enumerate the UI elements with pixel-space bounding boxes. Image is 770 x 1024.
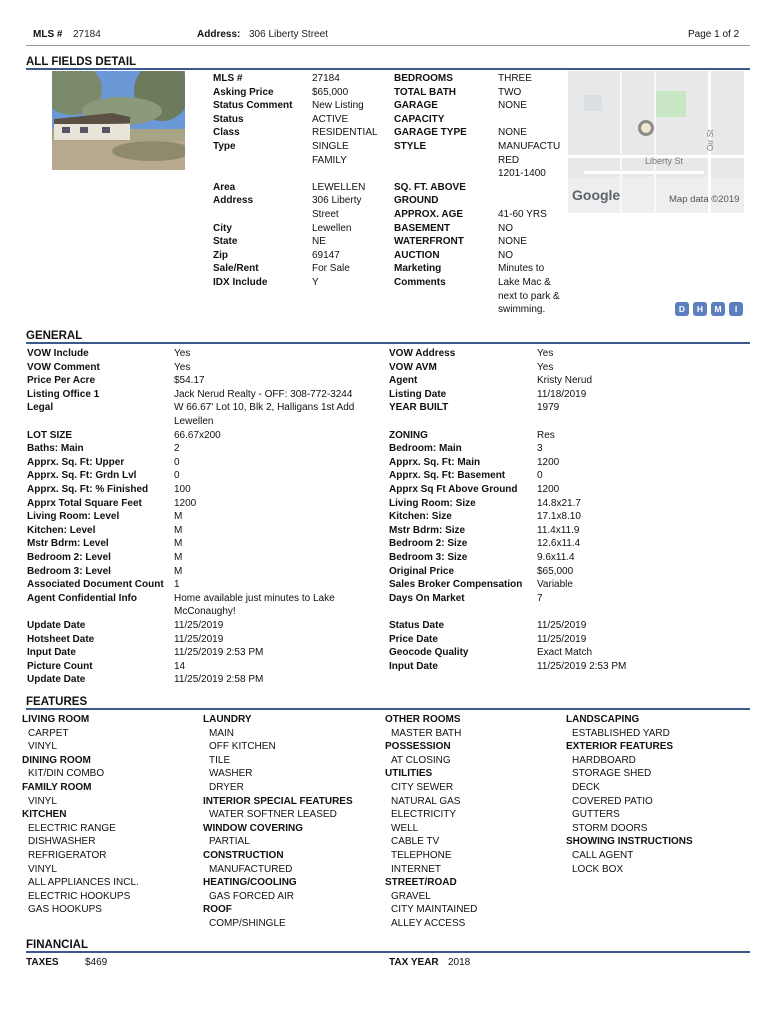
general-field-label: Bedroom 2: Level — [27, 552, 111, 563]
general-field-value: 1200 — [537, 484, 560, 495]
field-value: 41-60 YRS — [498, 209, 547, 220]
general-field-label: Listing Date — [389, 388, 447, 400]
general-field-label: Legal — [27, 402, 54, 414]
general-field-label: Apprx. Sq. Ft: % Finished — [27, 484, 149, 495]
feature-heading: WINDOW COVERING — [203, 822, 303, 834]
general-field-value: 11/25/2019 — [537, 633, 587, 645]
feature-item: GRAVEL — [391, 890, 431, 902]
general-field-value: 17.1x8.10 — [537, 511, 581, 523]
feature-heading: SHOWING INSTRUCTIONS — [566, 836, 693, 848]
field-label: City — [213, 222, 232, 234]
feature-item: ELECTRIC RANGE — [28, 822, 116, 834]
feature-item: WASHER — [209, 768, 253, 780]
general-field-label: Status Date — [389, 620, 445, 631]
general-field-label: Agent Confidential Info — [27, 592, 137, 604]
general-field-value: 12.6x11.4 — [537, 538, 581, 550]
general-field-label: Bedroom 3: Size — [389, 552, 468, 563]
field-label: Asking Price — [213, 86, 274, 98]
feature-item: AT CLOSING — [391, 754, 451, 766]
field-value: 69147 — [312, 249, 340, 261]
feature-heading: FAMILY ROOM — [22, 782, 92, 793]
general-field-value: Jack Nerud Realty - OFF: 308-772-3244 — [174, 388, 353, 400]
feature-item: COVERED PATIO — [572, 795, 653, 807]
idx-button-i[interactable]: I — [729, 302, 743, 316]
field-value: New Listing — [312, 100, 364, 112]
general-field-label: Hotsheet Date — [27, 633, 95, 645]
feature-heading: CONSTRUCTION — [203, 850, 284, 861]
taxes-label: TAXES — [26, 957, 59, 968]
general-field-label: Bedroom 3: Level — [27, 565, 111, 577]
feature-item: DECK — [572, 782, 600, 793]
general-field-label: Geocode Quality — [389, 647, 469, 659]
feature-item: ELECTRIC HOOKUPS — [28, 890, 131, 902]
field-label: Marketing — [394, 263, 442, 275]
feature-item: CITY SEWER — [391, 782, 454, 793]
feature-item: VINYL — [28, 795, 57, 807]
feature-item: DRYER — [209, 782, 244, 793]
field-label: GROUND — [394, 195, 439, 207]
field-value: 1201-1400 — [498, 168, 546, 180]
feature-item: REFRIGERATOR — [28, 850, 107, 861]
general-field-value: 11/25/2019 — [174, 620, 224, 631]
field-value: THREE — [498, 73, 532, 84]
feature-item: GAS FORCED AIR — [209, 890, 295, 902]
field-value: NONE — [498, 236, 527, 248]
general-field-value: Yes — [174, 348, 191, 359]
field-value: SINGLE — [312, 141, 349, 152]
general-field-value: Lewellen — [174, 416, 214, 427]
feature-item: MASTER BATH — [391, 727, 462, 739]
feature-item: COMP/SHINGLE — [209, 918, 286, 929]
general-field-value: 14.8x21.7 — [537, 497, 581, 509]
general-field-value: Res — [537, 429, 555, 441]
feature-item: ESTABLISHED YARD — [572, 727, 670, 739]
general-field-label: Mstr Bdrm: Size — [389, 524, 466, 536]
feature-item: TILE — [209, 754, 231, 766]
field-value: Y — [312, 277, 319, 288]
feature-heading: UTILITIES — [385, 768, 433, 780]
field-label: AUCTION — [394, 249, 440, 261]
general-field-value: 14 — [174, 660, 186, 672]
general-field-label: Apprx. Sq. Ft: Basement — [389, 470, 506, 482]
idx-button-m[interactable]: M — [711, 302, 725, 316]
feature-heading: ROOF — [203, 904, 232, 916]
general-field-label: Associated Document Count — [27, 579, 164, 591]
field-value: next to park & — [498, 290, 560, 302]
general-field-value: M — [174, 511, 183, 523]
general-field-label: Agent — [389, 375, 418, 387]
general-field-value: 0 — [174, 456, 180, 468]
general-field-value: $54.17 — [174, 375, 205, 387]
page-number: Page 1 of 2 — [688, 29, 740, 40]
map-street2-label: Orr St — [706, 129, 715, 151]
feature-item: STORAGE SHED — [572, 768, 652, 780]
idx-button-h[interactable]: H — [693, 302, 707, 316]
field-label: State — [213, 236, 238, 248]
general-field-label: Apprx. Sq. Ft: Main — [389, 456, 481, 468]
map-street-label: Liberty St — [645, 156, 684, 166]
section-title-general: GENERAL — [26, 330, 83, 342]
feature-item: WELL — [391, 822, 419, 834]
general-field-value: 11/18/2019 — [537, 388, 587, 400]
general-field-label: Living Room: Level — [27, 511, 120, 523]
general-field-label: Original Price — [389, 565, 455, 577]
general-field-value: W 66.67' Lot 10, Blk 2, Halligans 1st Add — [174, 402, 355, 414]
feature-heading: HEATING/COOLING — [203, 877, 297, 889]
header-divider — [26, 45, 750, 46]
field-label: STYLE — [394, 141, 427, 152]
feature-item: VINYL — [28, 741, 57, 753]
general-field-value: 2 — [174, 443, 180, 455]
taxes-value: $469 — [85, 957, 108, 968]
field-value: RESIDENTIAL — [312, 127, 378, 139]
general-field-value: 9.6x11.4 — [537, 552, 575, 563]
general-field-label: Living Room: Size — [389, 497, 476, 509]
general-field-label: Apprx. Sq. Ft: Upper — [27, 456, 125, 468]
field-label: SQ. FT. ABOVE — [394, 181, 466, 193]
general-field-value: Yes — [537, 348, 554, 359]
general-field-value: Exact Match — [537, 647, 593, 659]
general-field-label: Baths: Main — [27, 443, 84, 455]
field-label: TOTAL BATH — [394, 86, 457, 98]
feature-heading: DINING ROOM — [22, 754, 91, 766]
location-map[interactable] — [568, 71, 744, 213]
feature-item: CITY MAINTAINED — [391, 904, 478, 916]
field-label: Area — [213, 181, 236, 193]
feature-heading: KITCHEN — [22, 809, 67, 821]
general-field-label: Mstr Bdrm: Level — [27, 538, 109, 550]
general-field-label: Kitchen: Size — [389, 511, 452, 523]
feature-item: VINYL — [28, 863, 57, 875]
address-label: Address: — [197, 29, 241, 40]
field-value: 306 Liberty — [312, 195, 362, 207]
feature-item: PARTIAL — [209, 836, 250, 848]
field-value: NO — [498, 249, 513, 261]
general-field-value: Variable — [537, 579, 573, 591]
idx-button-d[interactable]: D — [675, 302, 689, 316]
general-field-label: VOW Address — [389, 348, 456, 359]
feature-item: CABLE TV — [391, 836, 440, 848]
general-field-label: YEAR BUILT — [389, 402, 449, 414]
general-field-label: VOW Comment — [27, 361, 100, 373]
field-value: NE — [312, 236, 326, 248]
feature-item: GAS HOOKUPS — [28, 904, 102, 916]
field-label: Sale/Rent — [213, 263, 259, 275]
general-field-label: Listing Office 1 — [27, 388, 100, 400]
mls-value: 27184 — [73, 29, 101, 40]
field-label: IDX Include — [213, 277, 268, 288]
mls-label: MLS # — [33, 29, 63, 40]
general-field-value: 3 — [537, 443, 543, 455]
field-value: MANUFACTU — [498, 141, 561, 152]
general-field-value: 100 — [174, 484, 191, 495]
feature-heading: EXTERIOR FEATURES — [566, 741, 674, 753]
feature-heading: POSSESSION — [385, 741, 451, 753]
general-field-value: Yes — [537, 361, 554, 373]
general-field-value: Yes — [174, 361, 191, 373]
feature-heading: INTERIOR SPECIAL FEATURES — [203, 795, 353, 807]
field-value: NONE — [498, 100, 527, 112]
field-value: ACTIVE — [312, 113, 349, 125]
field-value: FAMILY — [312, 154, 347, 166]
field-label: Status — [213, 113, 244, 125]
general-field-label: Sales Broker Compensation — [389, 579, 523, 591]
field-value: LEWELLEN — [312, 181, 366, 193]
general-field-value: 66.67x200 — [174, 429, 221, 441]
general-field-value: 11/25/2019 2:58 PM — [174, 674, 264, 686]
general-field-value: M — [174, 524, 183, 536]
feature-heading: LAUNDRY — [203, 714, 252, 725]
map-credit: Map data ©2019 — [669, 194, 740, 205]
general-field-value: 11/25/2019 — [537, 620, 587, 631]
general-field-label: Update Date — [27, 674, 86, 686]
general-field-label: ZONING — [389, 429, 428, 441]
field-value: Lake Mac & — [498, 277, 551, 288]
feature-item: INTERNET — [391, 863, 441, 875]
field-value: Lewellen — [312, 222, 352, 234]
general-field-label: Apprx Total Square Feet — [27, 497, 142, 509]
feature-item: MAIN — [209, 727, 234, 739]
general-field-value: 11/25/2019 2:53 PM — [174, 647, 264, 659]
feature-item: ALLEY ACCESS — [391, 918, 466, 929]
tax-year-value: 2018 — [448, 957, 471, 968]
field-label: Type — [213, 141, 236, 152]
feature-item: MANUFACTURED — [209, 863, 293, 875]
general-field-value: $65,000 — [537, 565, 574, 577]
property-photo[interactable] — [52, 71, 185, 170]
general-field-label: VOW Include — [27, 348, 89, 359]
feature-item: ELECTRICITY — [391, 809, 457, 821]
house-photo-image — [52, 71, 185, 170]
field-label: Status Comment — [213, 100, 293, 112]
feature-item: CALL AGENT — [572, 850, 634, 861]
section-rule-all-fields — [26, 68, 750, 70]
general-field-value: 1979 — [537, 402, 560, 414]
feature-item: LOCK BOX — [572, 863, 624, 875]
field-value: TWO — [498, 86, 522, 98]
address-value: 306 Liberty Street — [249, 29, 328, 40]
section-title-features: FEATURES — [26, 696, 88, 708]
section-rule-features — [26, 708, 750, 710]
field-value: NO — [498, 222, 513, 234]
feature-item: CARPET — [28, 727, 69, 739]
field-value: RED — [498, 154, 520, 166]
general-field-label: Input Date — [389, 660, 438, 672]
feature-item: STORM DOORS — [572, 822, 648, 834]
field-label: Class — [213, 127, 240, 139]
section-rule-general — [26, 342, 750, 344]
general-field-value: 0 — [174, 470, 180, 482]
google-logo: Google — [572, 187, 621, 203]
field-label: Zip — [213, 249, 228, 261]
feature-item: ALL APPLIANCES INCL. — [28, 877, 139, 889]
section-title-all-fields: ALL FIELDS DETAIL — [26, 56, 137, 68]
general-field-label: Apprx Sq Ft Above Ground — [389, 484, 518, 495]
feature-item: GUTTERS — [572, 809, 620, 821]
general-field-label: Price Per Acre — [27, 375, 96, 387]
general-field-value: 7 — [537, 592, 543, 604]
field-label: WATERFRONT — [394, 236, 464, 248]
general-field-value: 11/25/2019 2:53 PM — [537, 660, 627, 672]
tax-year-label: TAX YEAR — [389, 957, 439, 968]
general-field-value: Kristy Nerud — [537, 375, 593, 387]
section-rule-financial — [26, 951, 750, 953]
field-label: BASEMENT — [394, 222, 451, 234]
field-value: NONE — [498, 127, 527, 139]
field-label: Address — [213, 195, 254, 207]
field-value: $65,000 — [312, 86, 349, 98]
field-label: CAPACITY — [394, 113, 445, 125]
field-value: Minutes to — [498, 263, 545, 275]
field-label: BEDROOMS — [394, 73, 453, 84]
general-field-value: 11/25/2019 — [174, 633, 224, 645]
feature-item: DISHWASHER — [28, 836, 96, 848]
field-label: GARAGE TYPE — [394, 127, 467, 139]
section-title-financial: FINANCIAL — [26, 939, 88, 951]
general-field-value: M — [174, 565, 183, 577]
field-label: MLS # — [213, 73, 243, 84]
general-field-label: Price Date — [389, 633, 438, 645]
general-field-value: 1 — [174, 579, 180, 591]
general-field-label: LOT SIZE — [27, 429, 72, 441]
feature-item: KIT/DIN COMBO — [28, 768, 105, 780]
field-label: APPROX. AGE — [394, 209, 464, 220]
general-field-label: Update Date — [27, 620, 86, 631]
general-field-label: VOW AVM — [389, 361, 437, 373]
feature-heading: OTHER ROOMS — [385, 714, 461, 725]
general-field-value: 1200 — [174, 497, 197, 509]
general-field-value: 11.4x11.9 — [537, 524, 580, 536]
general-field-label: Days On Market — [389, 592, 465, 604]
feature-item: HARDBOARD — [572, 754, 636, 766]
feature-heading: LANDSCAPING — [566, 714, 640, 725]
field-label: GARAGE — [394, 100, 438, 112]
field-value: Street — [312, 209, 339, 220]
general-field-value: M — [174, 538, 183, 550]
field-label: Comments — [394, 277, 446, 288]
feature-item: NATURAL GAS — [391, 795, 461, 807]
general-field-label: Input Date — [27, 647, 76, 659]
field-value: 27184 — [312, 73, 340, 84]
field-value: For Sale — [312, 263, 350, 275]
feature-item: WATER SOFTNER LEASED — [209, 809, 337, 821]
general-field-value: 1200 — [537, 456, 560, 468]
general-field-label: Apprx. Sq. Ft: Grdn Lvl — [27, 470, 137, 482]
feature-heading: LIVING ROOM — [22, 714, 90, 725]
general-field-label: Bedroom: Main — [389, 443, 462, 455]
feature-heading: STREET/ROAD — [385, 877, 457, 889]
general-field-label: Kitchen: Level — [27, 524, 96, 536]
general-field-value: McConaughy! — [174, 606, 236, 618]
general-field-value: Home available just minutes to Lake — [174, 592, 335, 604]
general-field-label: Bedroom 2: Size — [389, 538, 468, 550]
general-field-value: M — [174, 552, 183, 563]
feature-item: OFF KITCHEN — [209, 741, 276, 753]
general-field-value: 0 — [537, 470, 543, 482]
feature-item: TELEPHONE — [391, 850, 452, 861]
field-value: swimming. — [498, 304, 546, 316]
general-field-label: Picture Count — [27, 660, 93, 672]
